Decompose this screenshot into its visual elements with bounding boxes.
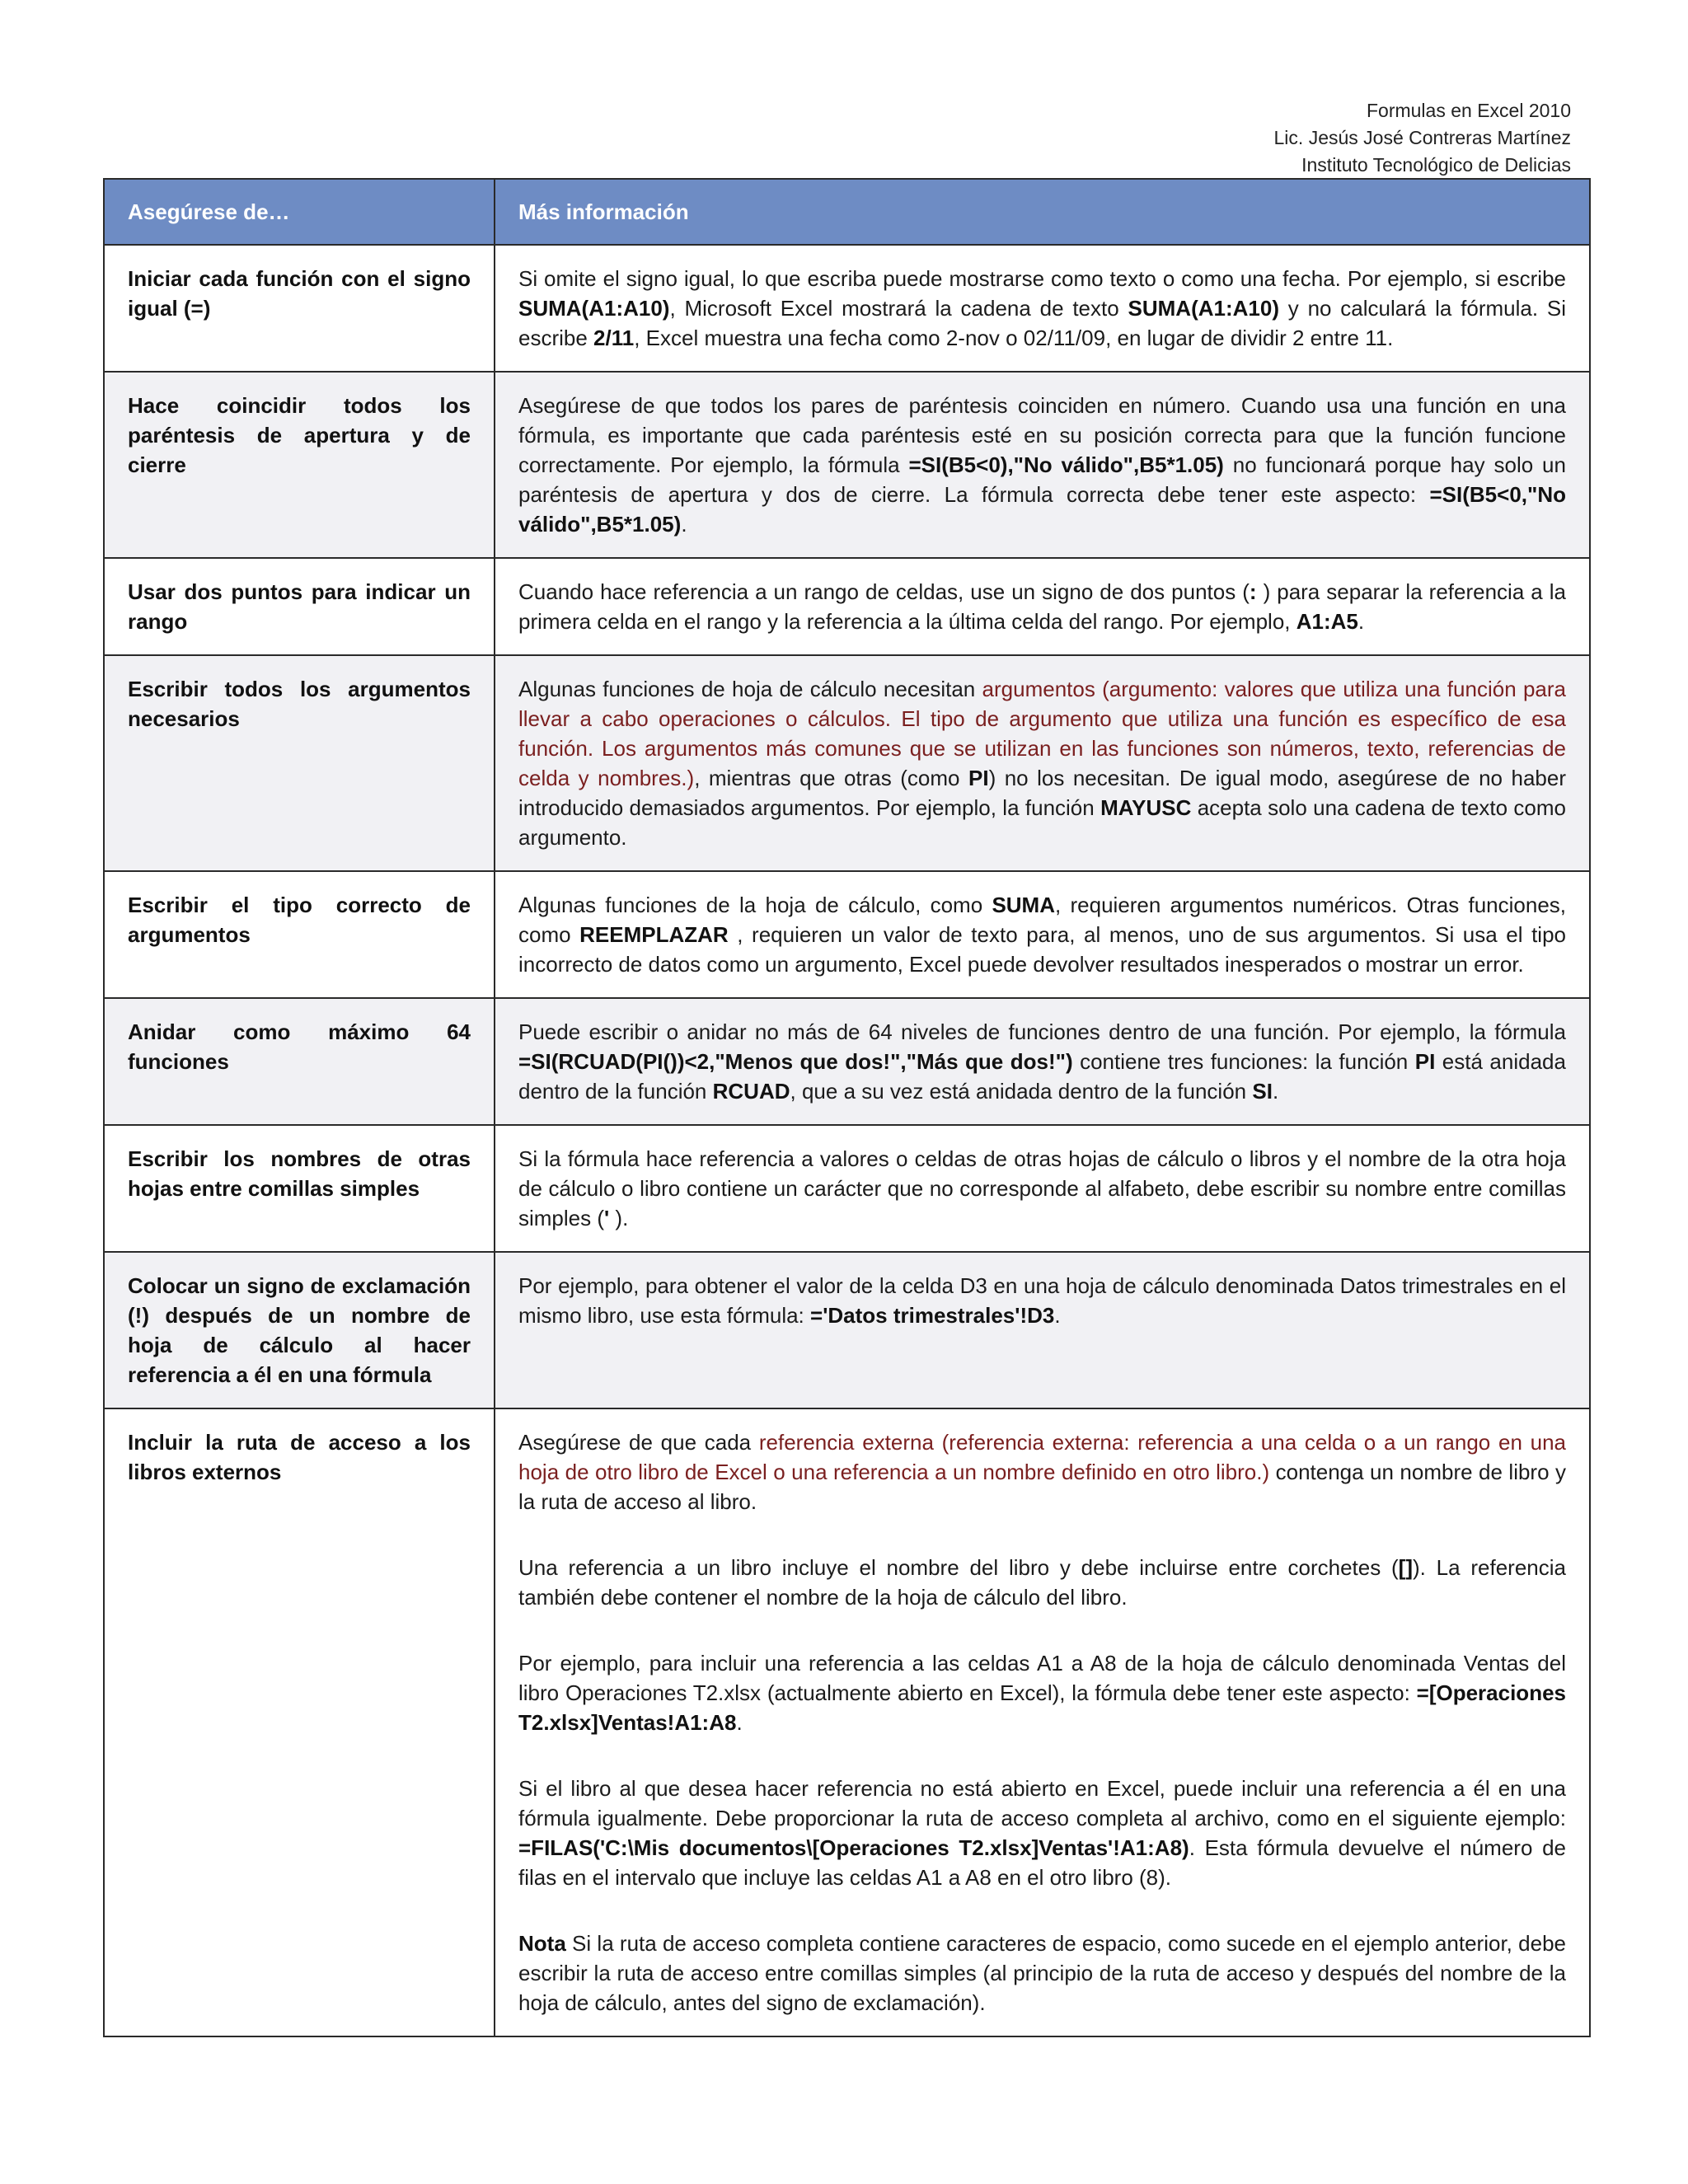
row-info: Puede escribir o anidar no más de 64 niveles de funciones dentro de una función. Por ejemplo, la fórmula =SI(RCUAD(PI())<2,"Menos que dos!","Más que dos!") contiene tres funciones: la función PI está anidada dentro de la función RCUAD, que a su vez está anidada dentro de la función SI. <box>495 998 1590 1125</box>
note-paragraph: Nota Si la ruta de acceso completa contiene caracteres de espacio, como sucede en el ejemplo anterior, debe escribir la ruta de acceso entre comillas simples (al principio de la ruta de acceso y después del nombre de la hoja de cálculo, antes del signo de exclamación). <box>518 1931 1566 2015</box>
row-info: Algunas funciones de la hoja de cálculo, como SUMA, requieren argumentos numéricos. Otras funciones, como REEMPLAZAR , requieren un valor de texto para, al menos, uno de sus argumentos. Si usa el tipo incorrecto de datos como un argumento, Excel puede devolver resultados inesperados o mostrar un error. <box>495 871 1590 998</box>
row-topic: Anidar como máximo 64 funciones <box>104 998 495 1125</box>
note-label: Nota <box>518 1931 566 1956</box>
header-institution: Instituto Tecnológico de Delicias <box>1301 154 1571 176</box>
page-header <box>1274 97 1571 179</box>
row-info: Algunas funciones de hoja de cálculo necesitan argumentos (argumento: valores que utiliza una función para llevar a cabo operaciones o cálculos. El tipo de argumento que utiliza una función es específico de esa función. Los argumentos más comunes que se utilizan en las funciones son números, texto, referencias de celda y nombres.), mientras que otras (como PI) no los necesitan. De igual modo, asegúrese de no haber introducido demasiados argumentos. Por ejemplo, la función MAYUSC acepta solo una cadena de texto como argumento. <box>495 655 1590 871</box>
table-row <box>104 871 1590 998</box>
table-row <box>104 1252 1590 1408</box>
header-author: Lic. Jesús José Contreras Martínez <box>1273 127 1571 148</box>
table-row <box>104 372 1590 558</box>
row-info: Cuando hace referencia a un rango de celdas, use un signo de dos puntos (: ) para separar la referencia a la primera celda en el rango y la referencia a la última celda del rango. Por ejemplo, A1:A5. <box>495 558 1590 655</box>
row-info: Si omite el signo igual, lo que escriba puede mostrarse como texto o como una fecha. Por ejemplo, si escribe SUMA(A1:A10), Microsoft Excel mostrará la cadena de texto SUMA(A1:A10) y no calculará la fórmula. Si escribe 2/11, Excel muestra una fecha como 2-nov o 02/11/09, en lugar de dividir 2 entre 11. <box>495 245 1590 372</box>
table-row <box>104 655 1590 871</box>
info-paragraph: Asegúrese de que cada referencia externa (referencia externa: referencia a una celda o a un rango en una hoja de otro libro de Excel o una referencia a un nombre definido en otro libro.) contenga un nombre de libro y la ruta de acceso al libro. <box>518 1430 1567 1514</box>
row-topic: Escribir todos los argumentos necesarios <box>104 655 495 871</box>
info-paragraph: Una referencia a un libro incluye el nombre del libro y debe incluirse entre corchetes ([]). La referencia también debe contener el nombre de la hoja de cálculo del libro. <box>518 1555 1566 1610</box>
row-info: Asegúrese de que todos los pares de paréntesis coinciden en número. Cuando usa una función en una fórmula, es importante que cada paréntesis esté en su posición correcta para que la función funcione correctamente. Por ejemplo, la fórmula =SI(B5<0),"No válido",B5*1.05) no funcionará porque hay solo un paréntesis de apertura y dos de cierre. La fórmula correcta debe tener este aspecto: =SI(B5<0,"No válido",B5*1.05). <box>495 372 1590 558</box>
column-header-check: Asegúrese de… <box>104 179 495 245</box>
table-row <box>104 1125 1590 1252</box>
info-paragraph: Si el libro al que desea hacer referencia no está abierto en Excel, puede incluir una referencia a él en una fórmula igualmente. Debe proporcionar la ruta de acceso completa al archivo, como en el siguiente ejemplo: =FILAS('C:\Mis documentos\[Operaciones T2.xlsx]Ventas'!A1:A8). Esta fórmula devuelve el número de filas en el intervalo que incluye las celdas A1 a A8 en el otro libro (8). <box>518 1776 1566 1890</box>
row-info: Si la fórmula hace referencia a valores o celdas de otras hojas de cálculo o libros y el nombre de la otra hoja de cálculo o libro contiene un carácter que no corresponde al alfabeto, debe escribir su nombre entre comillas simples (' ). <box>495 1125 1590 1252</box>
row-topic: Escribir el tipo correcto de argumentos <box>104 871 495 998</box>
row-topic: Incluir la ruta de acceso a los libros externos <box>104 1408 495 2036</box>
table-row <box>104 558 1590 655</box>
external-reference-definition-link[interactable]: referencia externa (referencia externa: referencia a una celda o a un rango en una hoja de otro libro de Excel o una referencia a un nombre definido en otro libro.) <box>518 1430 1567 1484</box>
row-topic: Usar dos puntos para indicar un rango <box>104 558 495 655</box>
argument-definition-link[interactable]: argumentos (argumento: valores que utiliza una función para llevar a cabo operaciones o cálculos. El tipo de argumento que utiliza una función es específico de esa función. Los argumentos más comunes que se utilizan en las funciones son números, texto, referencias de celda y nombres.) <box>518 677 1566 790</box>
row-topic: Hace coincidir todos los paréntesis de apertura y de cierre <box>104 372 495 558</box>
row-topic: Iniciar cada función con el signo igual (=) <box>104 245 495 372</box>
info-paragraph: Por ejemplo, para incluir una referencia a las celdas A1 a A8 de la hoja de cálculo denominada Ventas del libro Operaciones T2.xlsx (actualmente abierto en Excel), la fórmula debe tener este aspecto: =[Operaciones T2.xlsx]Ventas!A1:A8. <box>518 1651 1566 1735</box>
row-info: Por ejemplo, para obtener el valor de la celda D3 en una hoja de cálculo denominada Datos trimestrales en el mismo libro, use esta fórmula: ='Datos trimestrales'!D3. <box>495 1252 1590 1408</box>
table-row <box>104 1408 1590 2036</box>
column-header-info: Más información <box>495 179 1590 245</box>
row-topic: Escribir los nombres de otras hojas entre comillas simples <box>104 1125 495 1252</box>
header-document-title: Formulas en Excel 2010 <box>1366 100 1571 121</box>
table-row <box>104 998 1590 1125</box>
row-topic: Colocar un signo de exclamación (!) después de un nombre de hoja de cálculo al hacer referencia a él en una fórmula <box>104 1252 495 1408</box>
table-header-row <box>104 179 1590 245</box>
table-row <box>104 245 1590 372</box>
formula-checklist-table <box>103 178 1591 2037</box>
row-info <box>495 1408 1590 2036</box>
